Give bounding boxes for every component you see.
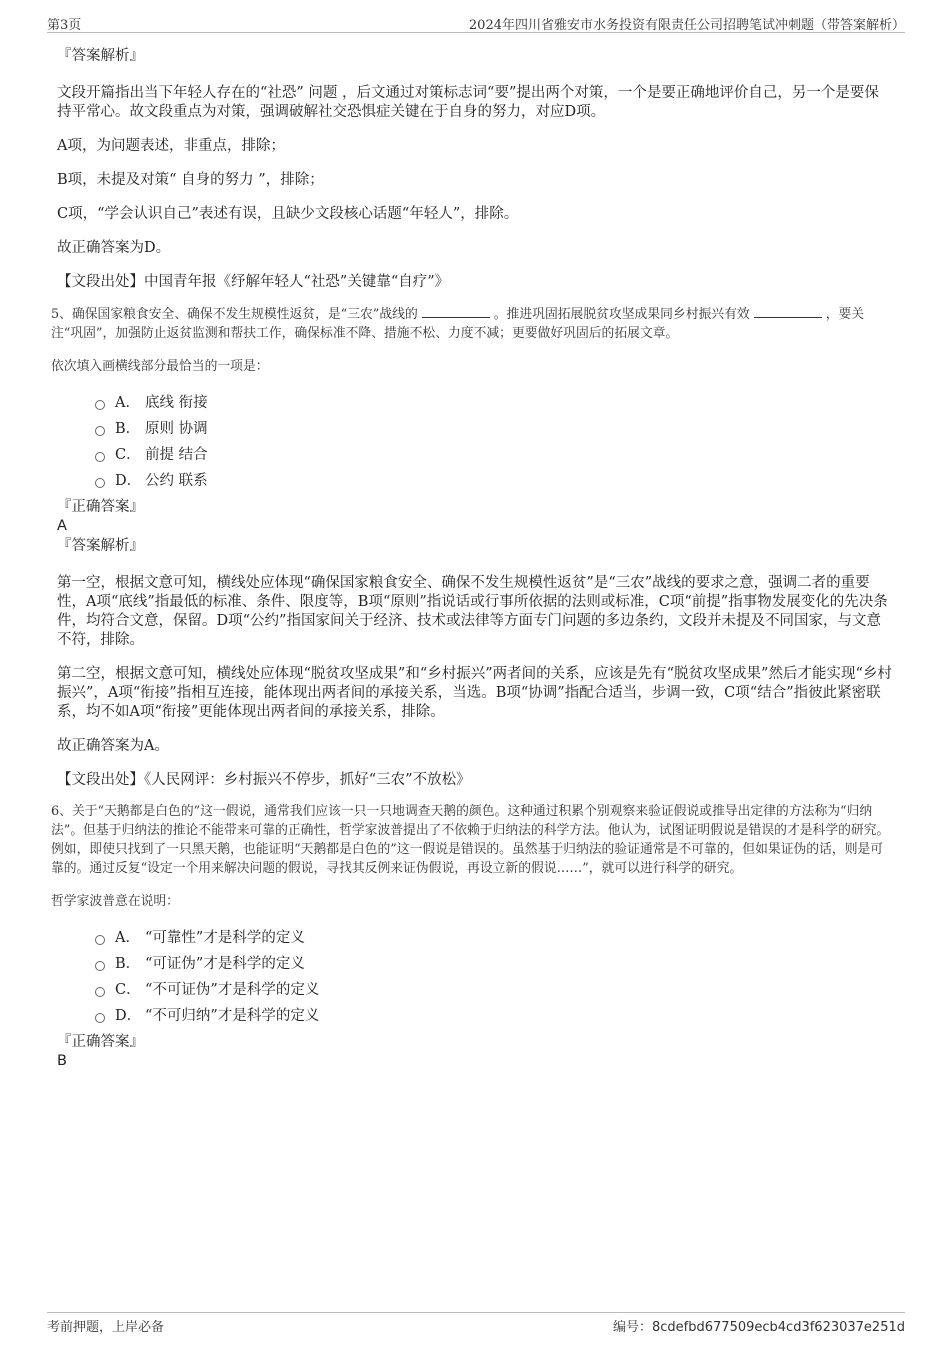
radio-icon[interactable]: [95, 935, 105, 945]
analysis-paragraph-2: 第二空，根据文意可知，横线处应体现“脱贫攻坚成果”和“乡村振兴”两者间的关系，应该是先有“脱贫攻坚成果”然后才能实现“乡村振兴”，A项“衔接”指相互连接，能体现出两者间的承接关系，当选。B项“协调”指配合适当，步调一致，C项“结合”指彼此紧密联系，均不如A项“衔接”更能体现出两者间的承接关系，排除。: [57, 666, 892, 720]
question-5-text: 5、确保国家粮食安全、确保不发生规模性返贫，是“三农”战线的 。推进巩固拓展脱贫攻坚成果同乡村振兴有效 ，要关注“巩固”，加强防止返贫监测和帮扶工作，确保标准不降、措施不松、力度不减；更要做好巩固后的拓展文章。: [51, 304, 893, 343]
analysis-label: 『答案解析』: [57, 48, 144, 64]
question-5-prompt: 依次填入画横线部分最恰当的一项是：: [51, 359, 269, 374]
option-a[interactable]: A． “可靠性”才是科学的定义: [95, 925, 893, 951]
correct-answer-value: B: [57, 1053, 67, 1069]
option-b[interactable]: B． “可证伪”才是科学的定义: [95, 951, 893, 977]
radio-icon[interactable]: [95, 400, 105, 410]
option-b[interactable]: B． 原则 协调: [95, 416, 893, 442]
page-content: [51, 46, 893, 1071]
correct-answer-label: 『正确答案』: [57, 1034, 144, 1050]
radio-icon[interactable]: [95, 452, 105, 462]
source-citation: 【文段出处】《人民网评：乡村振兴不停步，抓好“三农”不放松》: [57, 772, 471, 788]
radio-icon[interactable]: [95, 1013, 105, 1023]
question-6-prompt: 哲学家波普意在说明：: [51, 894, 179, 909]
analysis-conclusion: 故正确答案为A。: [57, 738, 169, 754]
radio-icon[interactable]: [95, 478, 105, 488]
option-a[interactable]: A． 底线 衔接: [95, 390, 893, 416]
source-citation: 【文段出处】中国青年报《纾解年轻人“社恐”关键靠“自疗”》: [57, 274, 450, 290]
fill-blank-2: [754, 304, 822, 318]
question-5-options: [95, 390, 893, 494]
analysis-paragraph: 文段开篇指出当下年轻人存在的“社恐” 问题 ，后文通过对策标志词“要”提出两个对策，一个是要正确地评价自己，另一个是要保持平常心。故文段重点为对策，强调破解社交恐惧症关键在于自身的努力，对应D项。: [57, 85, 879, 120]
radio-icon[interactable]: [95, 426, 105, 436]
radio-icon[interactable]: [95, 961, 105, 971]
document-id: 编号：8cdefbd677509ecb4cd3f623037e251d: [613, 1320, 905, 1335]
question-6-text: 6、关于“天鹅都是白色的”这一假说，通常我们应该一只一只地调查天鹅的颜色。这种通过积累个别观察来验证假说或推导出定律的方法称为“归纳法”。但基于归纳法的推论不能带来可靠的正确性，哲学家波普提出了不依赖于归纳法的科学方法。他认为，试图证明假说是错误的才是科学的研究。例如，即使只找到了一只黑天鹅，也能证明“天鹅都是白色的”这一假说是错误的。虽然基于归纳法的验证通常是不可靠的，但如果证伪的话，则是可靠的。通过反复“设定一个用来解决问题的假说，寻找其反例来证伪假说，再设立新的假说……”，就可以进行科学的研究。: [51, 804, 890, 876]
radio-icon[interactable]: [95, 987, 105, 997]
question-6-options: [95, 925, 893, 1029]
page-number: 第3页: [47, 18, 82, 33]
correct-answer-value: A: [57, 518, 67, 534]
option-d[interactable]: D． 公约 联系: [95, 468, 893, 494]
analysis-option-c: C项，“学会认识自己”表述有误，且缺少文段核心话题“年轻人”，排除。: [57, 206, 519, 222]
analysis-option-a: A项，为问题表述，非重点，排除；: [57, 138, 285, 154]
analysis-paragraph-1: 第一空，根据文意可知，横线处应体现“确保国家粮食安全、确保不发生规模性返贫”是“三农”战线的要求之意，强调二者的重要性，A项“底线”指最低的标准、条件、限度等，B项“原则”指说话或行事所依据的法则或标准，C项“前提”指事物发展变化的先决条件，均符合文意，保留。D项“公约”指国家间关于经济、技术或法律等方面专门问题的多边条约，文段并未提及不同国家，与文意不符，排除。: [57, 575, 888, 648]
analysis-conclusion: 故正确答案为D。: [57, 240, 171, 256]
page-footer: [47, 1312, 905, 1333]
option-c[interactable]: C． “不可证伪”才是科学的定义: [95, 977, 893, 1003]
analysis-option-b: B项，未提及对策“ 自身的努力 ”，排除；: [57, 172, 324, 188]
option-c[interactable]: C． 前提 结合: [95, 442, 893, 468]
option-d[interactable]: D． “不可归纳”才是科学的定义: [95, 1003, 893, 1029]
page-header: [47, 14, 905, 33]
correct-answer-label: 『正确答案』: [57, 499, 144, 515]
fill-blank-1: [422, 304, 490, 318]
document-title: 2024年四川省雅安市水务投资有限责任公司招聘笔试冲刺题（带答案解析）: [468, 18, 905, 33]
analysis-label: 『答案解析』: [57, 538, 144, 554]
footer-slogan: 考前押题，上岸必备: [47, 1320, 165, 1335]
